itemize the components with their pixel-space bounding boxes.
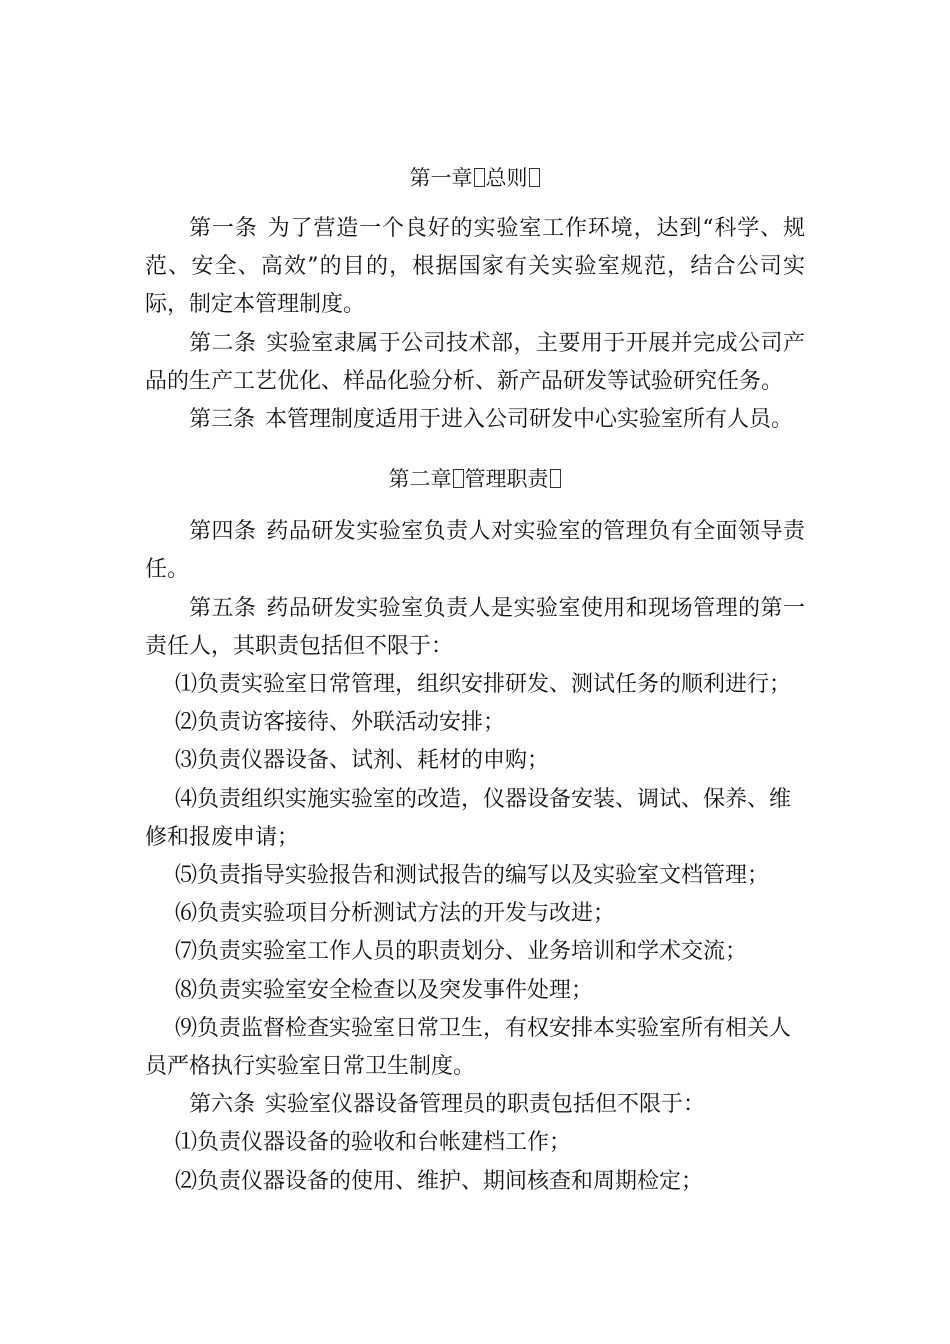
article-1 (145, 210, 805, 325)
article-2-text: 实验室隶属于公司技术部，主要用于开展并完成公司产品的生产工艺优化、样品化验分析、新产品研发等试验研究任务。 (145, 330, 805, 394)
document-page (145, 158, 805, 1201)
placeholder-glyph-icon (474, 168, 485, 187)
article-5-lead: 第五条 (189, 595, 257, 621)
article-6 (145, 1086, 805, 1124)
article-6-item-1: ⑴负责仪器设备的验收和台帐建档工作； (175, 1130, 572, 1156)
article-5-item-7: ⑺负责实验室工作人员的职责划分、业务培训和学术交流； (175, 939, 748, 965)
chapter-1-title: 总则 (485, 166, 528, 190)
article-5-item-4: ⑷负责组织实施实验室的改造，仪器设备安装、调试、保养、维修和报废申请； (145, 786, 792, 850)
article-4-text: 药品研发实验室负责人对实验室的管理负有全面领导责任。 (145, 519, 805, 583)
article-6-lead: 第六条 (189, 1092, 256, 1118)
article-5-item-5: ⑸负责指导实验报告和测试报告的编写以及实验室文档管理； (175, 863, 770, 889)
placeholder-glyph-icon (529, 168, 540, 187)
article-5-item-8: ⑻负责实验室安全检查以及突发事件处理； (175, 977, 594, 1003)
article-3-text: 本管理制度适用于进入公司研发中心实验室所有人员。 (265, 407, 794, 433)
article-5 (145, 590, 805, 666)
article-5-item-6: ⑹负责实验项目分析测试方法的开发与改进； (175, 901, 616, 927)
chapter-2-title: 管理职责 (464, 467, 549, 492)
chapter-2-number: 第二章 (388, 467, 452, 492)
article-2 (145, 325, 805, 401)
article-2-lead: 第二条 (189, 330, 257, 356)
chapter-1-heading (145, 158, 805, 198)
placeholder-glyph-icon (453, 469, 464, 488)
article-4-lead: 第四条 (189, 519, 257, 545)
article-5-item-9: ⑼负责监督检查实验室日常卫生，有权安排本实验室所有相关人员严格执行实验室日常卫生制度。 (145, 1015, 792, 1080)
article-5-item-2: ⑵负责访客接待、外联活动安排； (175, 710, 506, 736)
article-5-item-1: ⑴负责实验室日常管理，组织安排研发、测试任务的顺利进行； (175, 672, 792, 698)
placeholder-glyph-icon (550, 469, 561, 488)
article-3 (145, 401, 805, 439)
article-1-text: 为了营造一个良好的实验室工作环境，达到“科学、规范、安全、高效”的目的，根据国家有关实验室规范，结合公司实际，制定本管理制度。 (145, 216, 805, 318)
article-6-text: 实验室仪器设备管理员的职责包括但不限于： (265, 1092, 706, 1118)
chapter-1-number: 第一章 (409, 166, 473, 190)
article-5-text: 药品研发实验室负责人是实验室使用和现场管理的第一责任人，其职责包括但不限于： (145, 595, 805, 659)
article-4 (145, 513, 805, 589)
chapter-2-heading (145, 459, 805, 499)
article-3-lead: 第三条 (189, 407, 256, 433)
article-1-lead: 第一条 (189, 216, 258, 241)
article-6-item-2: ⑵负责仪器设备的使用、维护、期间核查和周期检定； (175, 1168, 704, 1194)
article-5-item-3: ⑶负责仪器设备、试剂、耗材的申购； (175, 748, 550, 774)
